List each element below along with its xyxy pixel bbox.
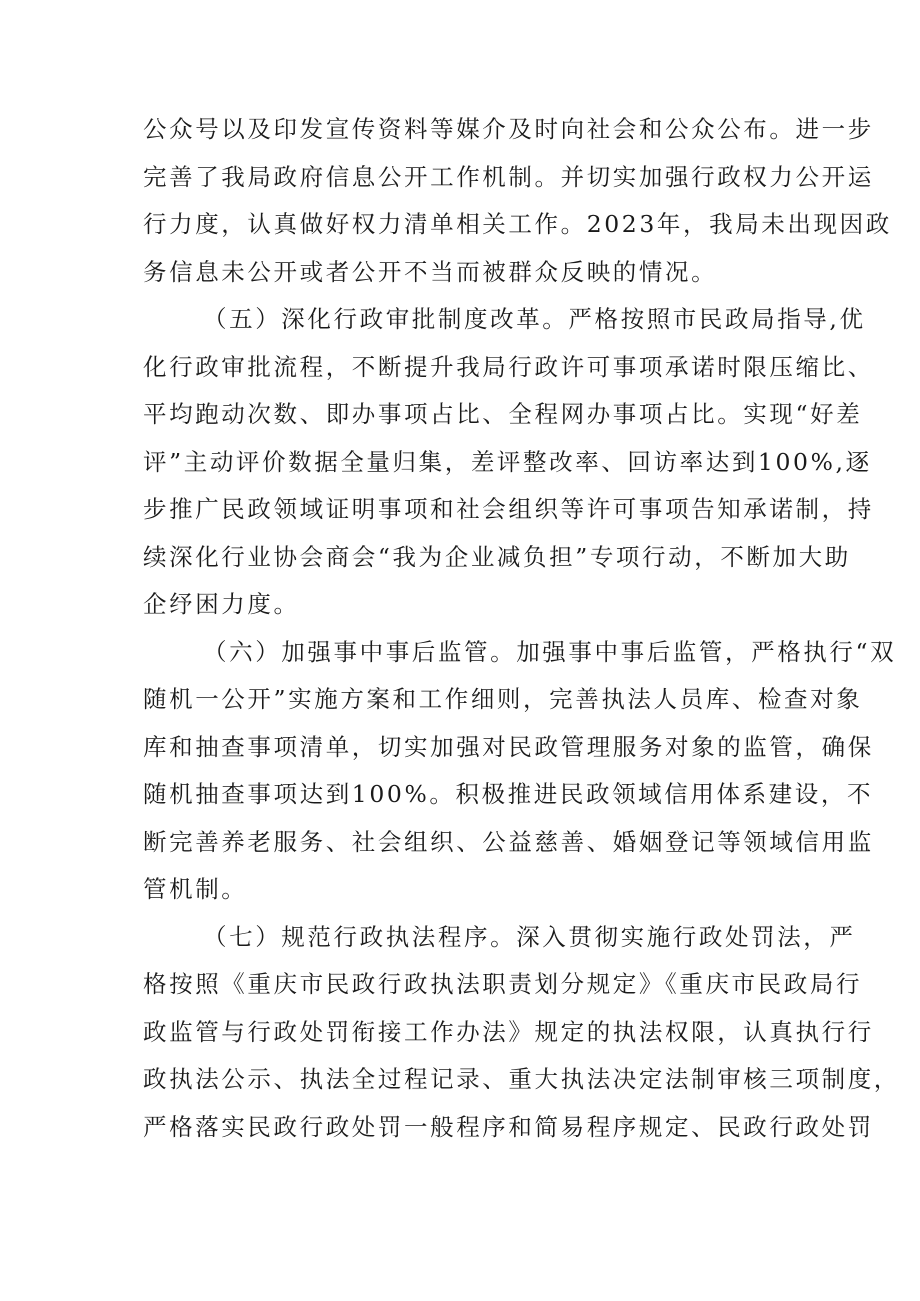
text-line: 管机制。 xyxy=(143,875,248,903)
text-line: 步推广民政领域证明事项和社会组织等许可事项告知承诺制，持 xyxy=(143,495,874,523)
section-heading-line: （六）加强事中事后监管。加强事中事后监管，严格执行“双 xyxy=(203,637,897,666)
text-line: 断完善养老服务、社会组织、公益慈善、婚姻登记等领域信用监 xyxy=(143,827,874,856)
text-line: 随机一公开”实施方案和工作细则，完善执法人员库、检查对象 xyxy=(143,685,863,713)
text-line: 行力度，认真做好权力清单相关工作。2023年，我局未出现因政 xyxy=(143,210,892,238)
text-line: 评”主动评价数据全量归集，差评整改率、回访率达到100%,逐 xyxy=(143,447,872,476)
section-heading-line: （五）深化行政审批制度改革。严格按照市民政局指导,优 xyxy=(203,305,866,333)
text-line: 随机抽查事项达到100%。积极推进民政领域信用体系建设，不 xyxy=(143,780,874,808)
text-line: 政执法公示、执法全过程记录、重大执法决定法制审核三项制度， xyxy=(143,1065,900,1093)
text-line: 格按照《重庆市民政行政执法职责划分规定》《重庆市民政局行 xyxy=(143,970,863,998)
text-line: 公众号以及印发宣传资料等媒介及时向社会和公众公布。进一步 xyxy=(143,115,874,143)
text-line: 严格落实民政行政处罚一般程序和简易程序规定、民政行政处罚 xyxy=(143,1112,874,1141)
section-heading-line: （七）规范行政执法程序。深入贯彻实施行政处罚法，严 xyxy=(203,922,856,951)
text-line: 平均跑动次数、即办事项占比、全程网办事项占比。实现“好差 xyxy=(143,400,863,428)
text-line: 完善了我局政府信息公开工作机制。并切实加强行政权力公开运 xyxy=(143,162,874,191)
text-line: 化行政审批流程，不断提升我局行政许可事项承诺时限压缩比、 xyxy=(143,352,874,381)
text-line: 企纾困力度。 xyxy=(143,590,300,618)
text-line: 续深化行业协会商会“我为企业减负担”专项行动，不断加大助 xyxy=(143,542,851,571)
text-line: 政监管与行政处罚衔接工作办法》规定的执法权限，认真执行行 xyxy=(143,1017,874,1046)
text-line: 库和抽查事项清单，切实加强对民政管理服务对象的监管，确保 xyxy=(143,732,874,761)
text-line: 务信息未公开或者公开不当而被群众反映的情况。 xyxy=(143,257,718,286)
body-text xyxy=(143,106,900,1151)
